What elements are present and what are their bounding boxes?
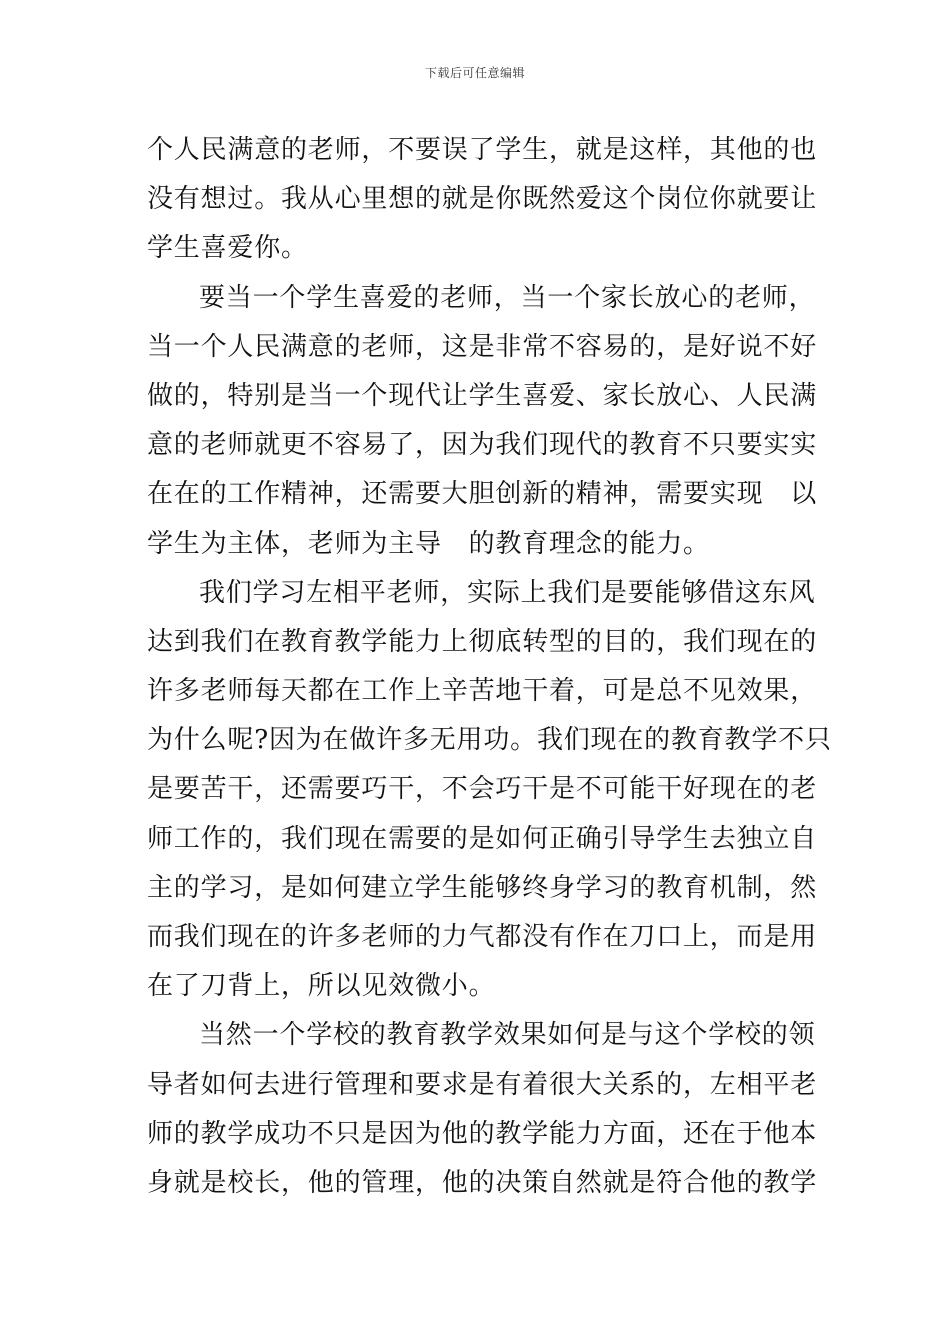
text-line: 在了刀背上，所以见效微小。 bbox=[147, 971, 496, 1002]
text-line: 为什么呢?因为在做许多无用功。我们现在的教育教学不只 bbox=[147, 725, 832, 756]
paragraph-start-line: 要当一个学生喜爱的老师，当一个家长放心的老师， bbox=[199, 282, 816, 313]
text-line: 主的学习，是如何建立学生能够终身学习的教育机制，然 bbox=[147, 872, 818, 903]
text-line: 是要苦干，还需要巧干，不会巧干是不可能干好现在的老 bbox=[147, 774, 818, 805]
text-line: 学生为主体，老师为主导 的教育理念的能力。 bbox=[147, 528, 710, 559]
paragraph-start-line: 我们学习左相平老师，实际上我们是要能够借这东风 bbox=[199, 577, 816, 608]
text-line: 师的教学成功不只是因为他的教学能力方面，还在于他本 bbox=[147, 1118, 818, 1149]
text-line: 做的，特别是当一个现代让学生喜爱、家长放心、人民满 bbox=[147, 380, 818, 411]
text-line: 个人民满意的老师，不要误了学生，就是这样，其他的也 bbox=[147, 135, 818, 165]
text-line: 而我们现在的许多老师的力气都没有作在刀口上，而是用 bbox=[147, 922, 818, 952]
paragraph-start-line: 当然一个学校的教育教学效果如何是与这个学校的领 bbox=[199, 1020, 816, 1051]
text-line: 身就是校长，他的管理，他的决策自然就是符合他的教学 bbox=[147, 1167, 818, 1198]
text-line: 导者如何去进行管理和要求是有着很大关系的，左相平老 bbox=[147, 1069, 818, 1100]
text-line: 师工作的，我们现在需要的是如何正确引导学生去独立自 bbox=[147, 823, 818, 854]
text-line: 当一个人民满意的老师，这是非常不容易的，是好说不好 bbox=[147, 331, 818, 362]
body-text bbox=[147, 126, 832, 1208]
text-line: 达到我们在教育教学能力上彻底转型的目的，我们现在的 bbox=[147, 626, 818, 657]
page-header: 下载后可任意编辑 bbox=[424, 66, 525, 80]
text-line: 学生喜爱你。 bbox=[147, 233, 308, 264]
text-line: 许多老师每天都在工作上辛苦地干着，可是总不见效果， bbox=[147, 676, 818, 707]
text-line: 没有想过。我从心里想的就是你既然爱这个岗位你就要让 bbox=[147, 184, 818, 215]
text-line: 意的老师就更不容易了，因为我们现代的教育不只要实实 bbox=[147, 430, 818, 461]
text-line: 在在的工作精神，还需要大胆创新的精神，需要实现 以 bbox=[147, 479, 818, 510]
